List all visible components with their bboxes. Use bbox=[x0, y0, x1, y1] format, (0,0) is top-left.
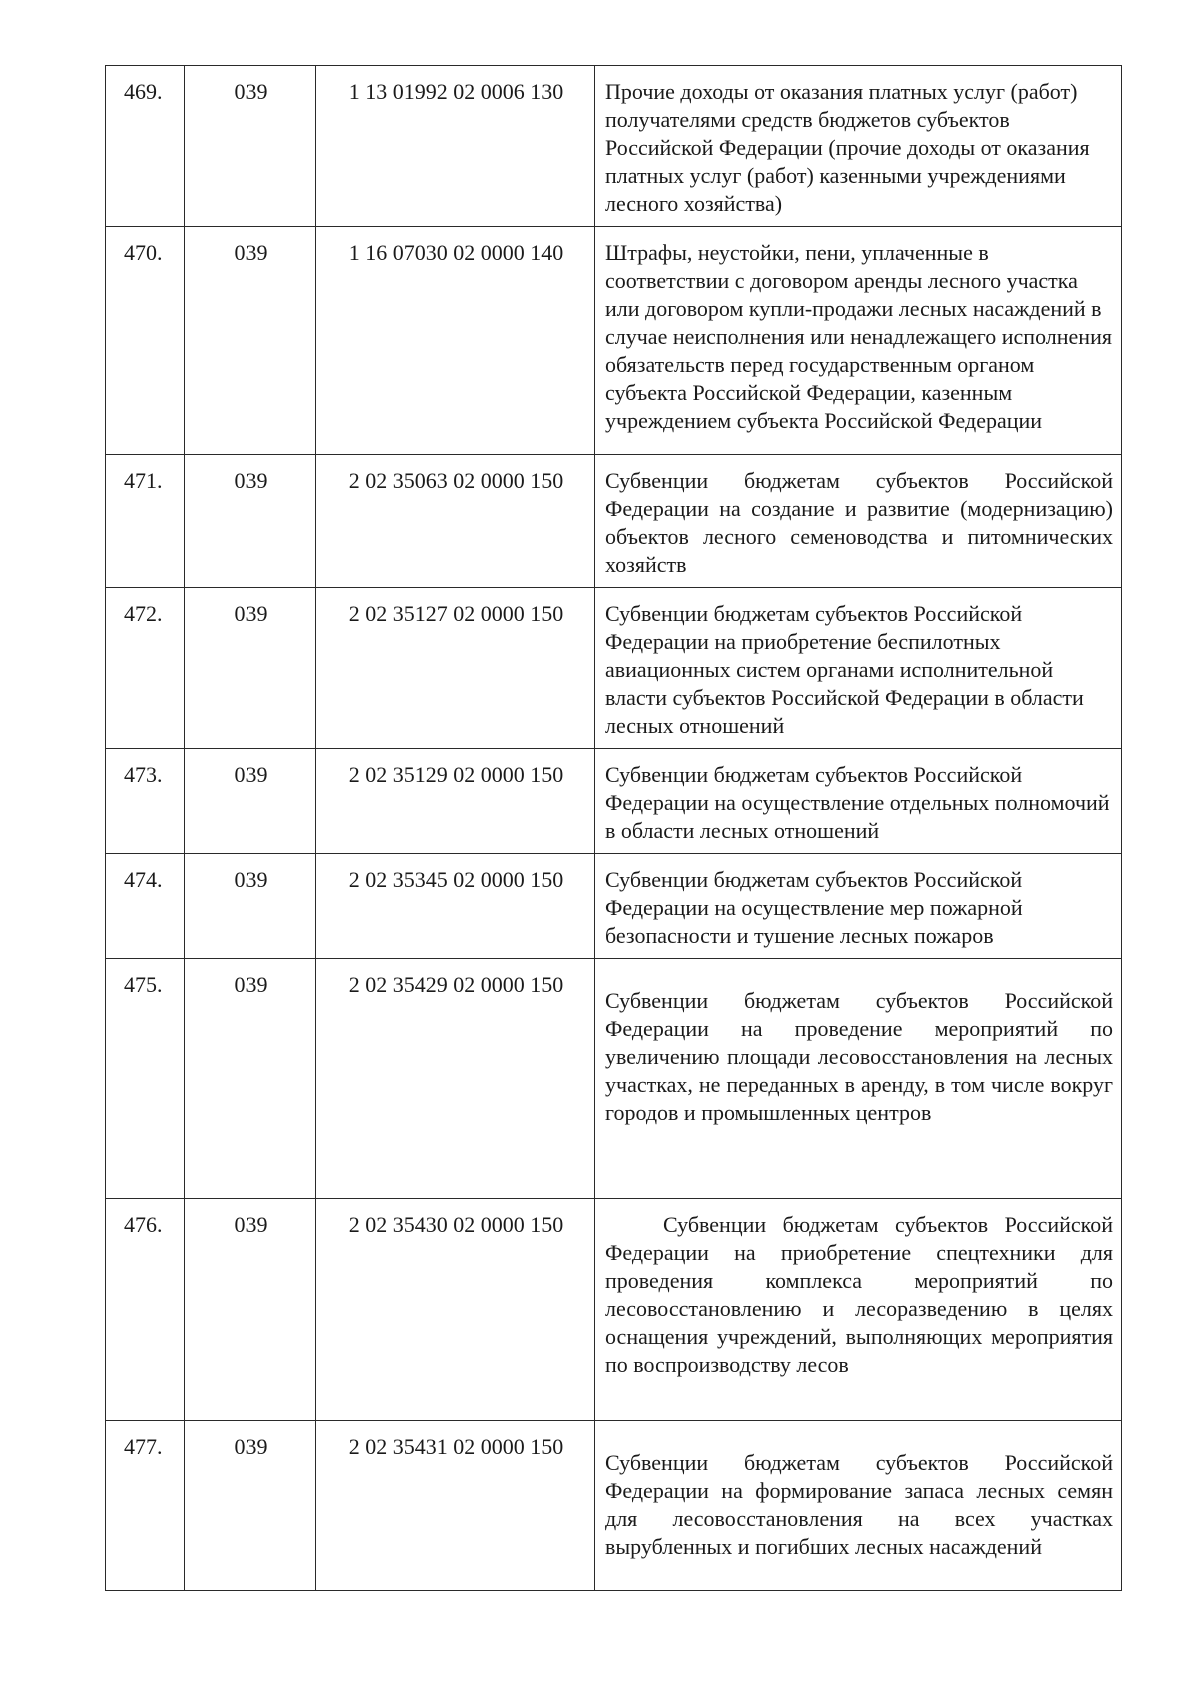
income-description: Штрафы, неустойки, пени, уплаченные в соответствии с договором аренды лесного участка или договором купли-продажи лесных насаждений в случае неисполнения или ненадлежащего исполнения обязательств перед государственным органом субъекта Российской Федерации, казенным учреждением субъекта Российской Федерации bbox=[595, 227, 1122, 455]
table-row bbox=[106, 959, 1122, 1199]
admin-code: 039 bbox=[185, 854, 316, 959]
table-row bbox=[106, 854, 1122, 959]
row-number: 475. bbox=[106, 959, 185, 1199]
income-description: Субвенции бюджетам субъектов Российской Федерации на формирование запаса лесных семян для лесовосстановления на всех участках вырубленных и погибших лесных насаждений bbox=[605, 1450, 1113, 1559]
budget-classification-code: 2 02 35129 02 0000 150 bbox=[316, 749, 595, 854]
budget-classification-code: 2 02 35063 02 0000 150 bbox=[316, 455, 595, 588]
row-number: 474. bbox=[106, 854, 185, 959]
revenue-codes-table bbox=[105, 65, 1122, 1591]
table-row bbox=[106, 749, 1122, 854]
row-number: 470. bbox=[106, 227, 185, 455]
row-number: 477. bbox=[106, 1421, 185, 1591]
table-row bbox=[106, 1199, 1122, 1421]
table-row bbox=[106, 1421, 1122, 1591]
admin-code: 039 bbox=[185, 455, 316, 588]
income-description-cell bbox=[595, 1421, 1122, 1591]
table-row bbox=[106, 588, 1122, 749]
table-row bbox=[106, 66, 1122, 227]
income-description: Субвенции бюджетам субъектов Российской Федерации на создание и развитие (модернизацию) объектов лесного семеноводства и питомнических хозяйств bbox=[595, 455, 1122, 588]
admin-code: 039 bbox=[185, 1421, 316, 1591]
row-number: 472. bbox=[106, 588, 185, 749]
budget-classification-code: 2 02 35345 02 0000 150 bbox=[316, 854, 595, 959]
admin-code: 039 bbox=[185, 959, 316, 1199]
budget-classification-code: 2 02 35430 02 0000 150 bbox=[316, 1199, 595, 1421]
row-number: 471. bbox=[106, 455, 185, 588]
admin-code: 039 bbox=[185, 749, 316, 854]
budget-classification-code: 2 02 35127 02 0000 150 bbox=[316, 588, 595, 749]
admin-code: 039 bbox=[185, 66, 316, 227]
budget-classification-code: 1 16 07030 02 0000 140 bbox=[316, 227, 595, 455]
admin-code: 039 bbox=[185, 227, 316, 455]
table-row bbox=[106, 227, 1122, 455]
income-description: Прочие доходы от оказания платных услуг (работ) получателями средств бюджетов субъектов Российской Федерации (прочие доходы от оказания платных услуг (работ) казенными учреждениями лесного хозяйства) bbox=[595, 66, 1122, 227]
budget-classification-code: 2 02 35429 02 0000 150 bbox=[316, 959, 595, 1199]
row-number: 469. bbox=[106, 66, 185, 227]
income-description: Субвенции бюджетам субъектов Российской Федерации на проведение мероприятий по увеличению площади лесовосстановления на лесных участках, не переданных в аренду, в том числе вокруг городов и промышленных центров bbox=[605, 988, 1113, 1125]
income-description: Субвенции бюджетам субъектов Российской Федерации на осуществление мер пожарной безопасности и тушение лесных пожаров bbox=[595, 854, 1122, 959]
table-row bbox=[106, 455, 1122, 588]
row-number: 476. bbox=[106, 1199, 185, 1421]
row-number: 473. bbox=[106, 749, 185, 854]
income-description: Субвенции бюджетам субъектов Российской Федерации на приобретение беспилотных авиационных систем органами исполнительной власти субъектов Российской Федерации в области лесных отношений bbox=[595, 588, 1122, 749]
budget-classification-code: 1 13 01992 02 0006 130 bbox=[316, 66, 595, 227]
income-description: Субвенции бюджетам субъектов Российской Федерации на приобретение спецтехники для проведения комплекса мероприятий по лесовосстановлению и лесоразведению в целях оснащения учреждений, выполняющих мероприятия по воспроизводству лесов bbox=[595, 1199, 1122, 1421]
budget-classification-code: 2 02 35431 02 0000 150 bbox=[316, 1421, 595, 1591]
admin-code: 039 bbox=[185, 1199, 316, 1421]
income-description: Субвенции бюджетам субъектов Российской Федерации на осуществление отдельных полномочий в области лесных отношений bbox=[595, 749, 1122, 854]
income-description-cell bbox=[595, 959, 1122, 1199]
admin-code: 039 bbox=[185, 588, 316, 749]
